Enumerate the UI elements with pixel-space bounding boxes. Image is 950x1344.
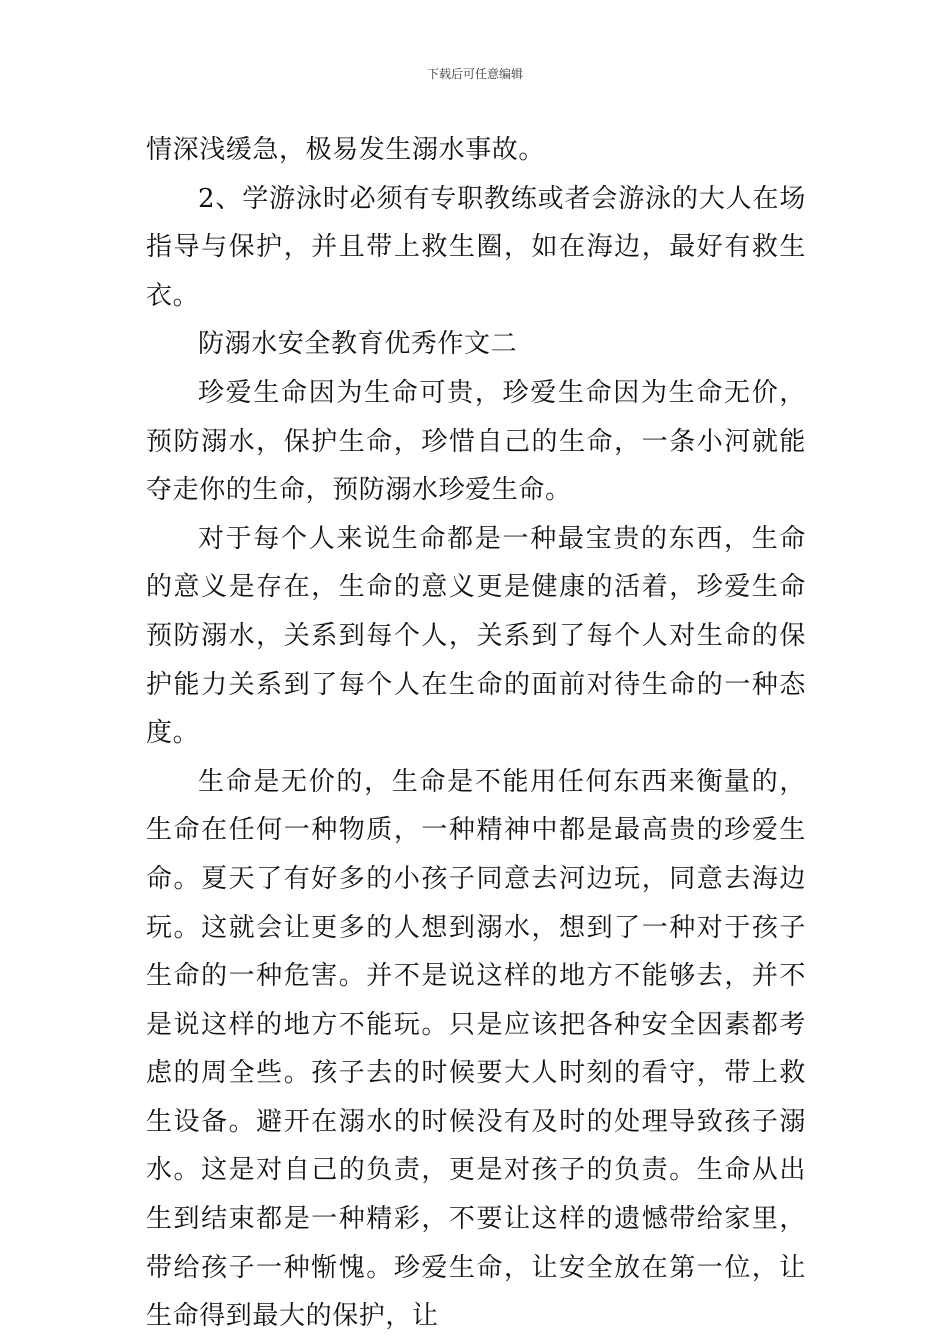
document-body <box>146 126 806 1341</box>
paragraph-2: 2、学游泳时必须有专职教练或者会游泳的大人在场指导与保护，并且带上救生圈，如在海边，最好有救生衣。 <box>146 183 806 311</box>
section-title: 防溺水安全教育优秀作文二 <box>198 329 518 360</box>
paragraph-3: 珍爱生命因为生命可贵，珍爱生命因为生命无价，预防溺水，保护生命，珍惜自己的生命，一条小河就能夺走你的生命，预防溺水珍爱生命。 <box>146 377 806 506</box>
page-header: 下载后可任意编辑 <box>426 67 523 81</box>
paragraph-1: 情深浅缓急，极易发生溺水事故。 <box>146 135 546 165</box>
paragraph-5: 生命是无价的，生命是不能用任何东西来衡量的，生命在任何一种物质，一种精神中都是最高贵的珍爱生命。夏天了有好多的小孩子同意去河边玩，同意去海边玩。这就会让更多的人想到溺水，想到了一种对于孩子生命的一种危害。并不是说这样的地方不能够去，并不是说这样的地方不能玩。只是应该把各种安全因素都考虑的周全些。孩子去的时候要大人时刻的看守，带上救生设备。避开在溺水的时候没有及时的处理导致孩子溺水。这是对自己的负责，更是对孩子的负责。生命从出生到结束都是一种精彩，不要让这样的遗憾带给家里，带给孩子一种惭愧。珍爱生命，让安全放在第一位，让生命得到最大的保护，让 <box>146 766 806 1332</box>
paragraph-4: 对于每个人来说生命都是一种最宝贵的东西，生命的意义是存在，生命的意义更是健康的活着，珍爱生命预防溺水，关系到每个人，关系到了每个人对生命的保护能力关系到了每个人在生命的面前对待生命的一种态度。 <box>146 523 806 749</box>
